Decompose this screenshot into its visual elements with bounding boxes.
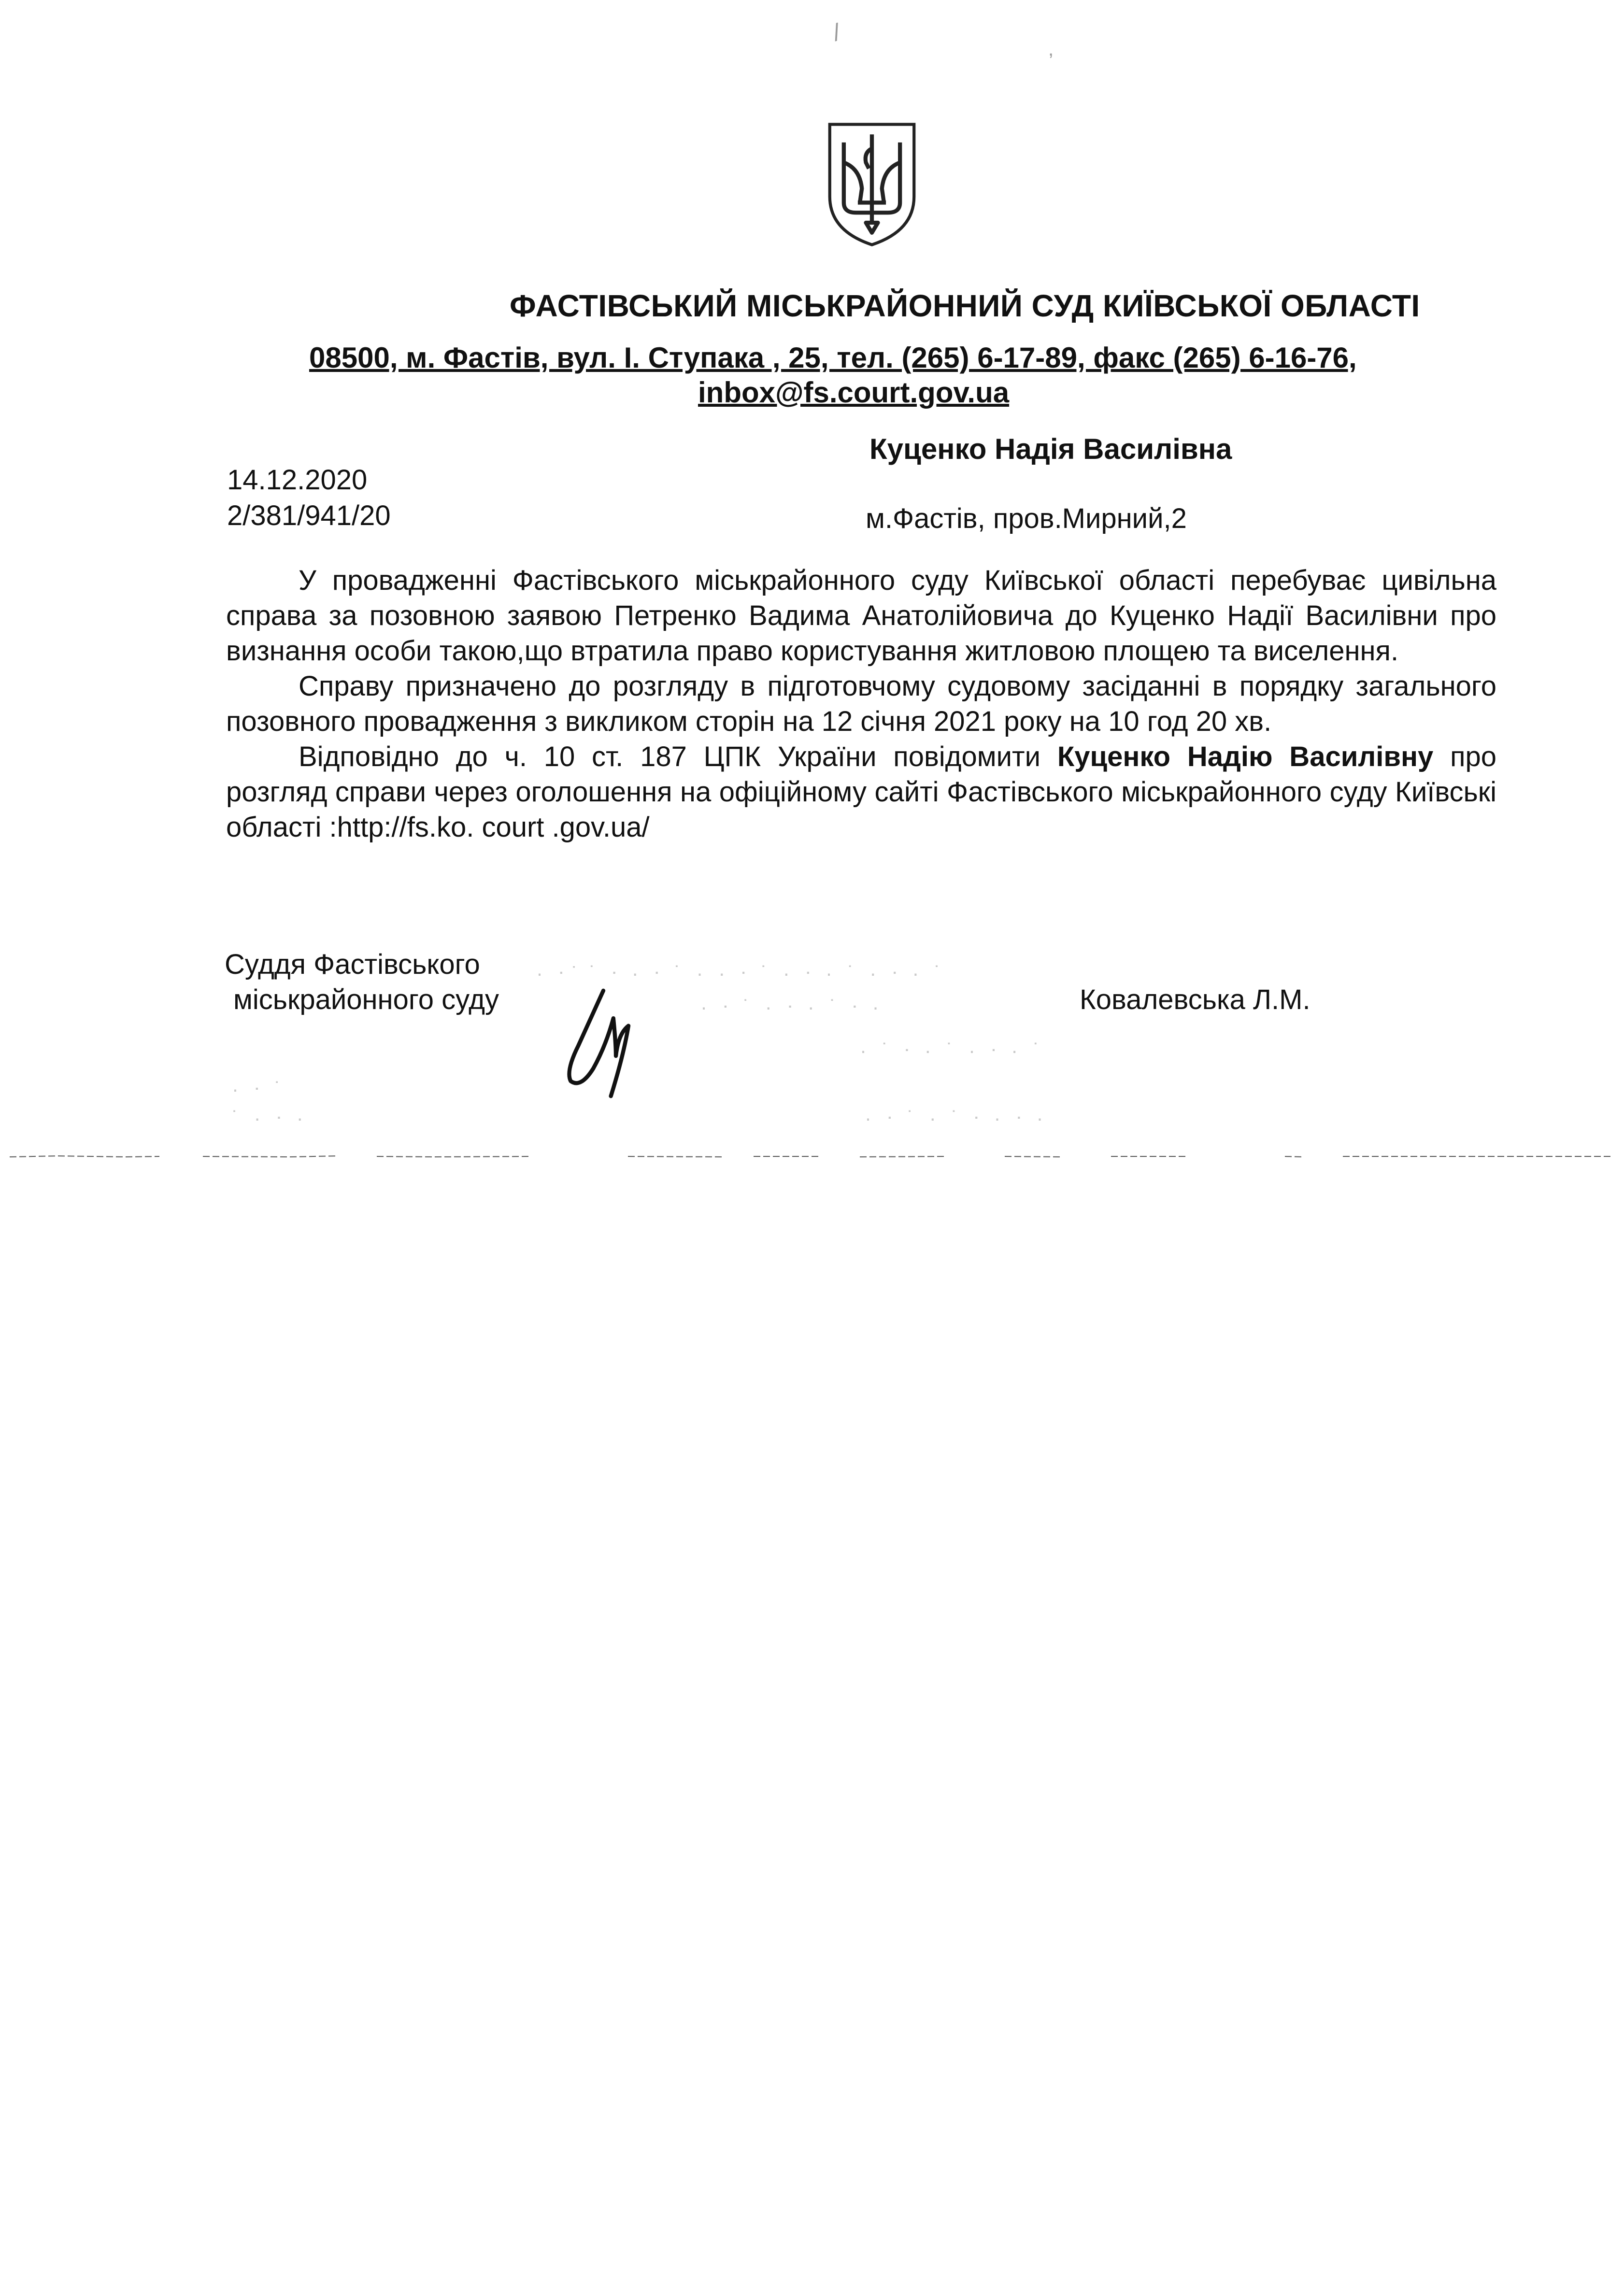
body-paragraph-3 [226, 739, 1496, 845]
letter-date: 14.12.2020 [227, 464, 368, 496]
ukraine-trident-emblem-icon [821, 118, 923, 249]
recipient-name: Куценко Надія Василівна [869, 433, 1232, 465]
judge-title-line-1: Суддя Фастівського [225, 949, 480, 980]
court-email: inbox@fs.court.gov.ua [698, 376, 1010, 409]
recipient-address: м.Фастів, пров.Мирний,2 [866, 503, 1187, 534]
bleed-through-text: · ᐧ ˙ [232, 1078, 286, 1100]
bleed-through-text: · ᐧ ˙ · ᐧ · ˙ ᐧ · [700, 996, 884, 1018]
bleed-through-text: · ᐧ ˙ · ˙ ᐧ · ᐧ · [865, 1107, 1048, 1129]
body-paragraph-2: Справу призначено до розгляду в підготовчому судовому засіданні в порядку загального позовного провадження з викликом сторін на 12 січня 2021 року на 10 год 20 хв. [226, 670, 1496, 737]
letter-reference: 2/381/941/20 [227, 500, 391, 531]
scan-edge-line [0, 1154, 1624, 1158]
court-address: 08500, м. Фастів, вул. І. Ступака , 25, тел. (265) 6-17-89, факс (265) 6-16-76, [309, 342, 1357, 374]
scan-speck: / [830, 18, 843, 46]
judge-name: Ковалевська Л.М. [1080, 984, 1311, 1015]
letter-body [226, 563, 1496, 845]
recipient-name-emphasis: Куценко Надію Василівну [1057, 741, 1434, 772]
bleed-through-text: · ˙ ᐧ · ˙ · ᐧ · ˙ [860, 1039, 1045, 1062]
judge-title [225, 947, 499, 1017]
handwritten-signature [553, 981, 679, 1106]
body-paragraph-1: У провадженні Фастівського міськрайонного суду Київської області перебуває цивільна справа за позовною заявою Петренко Вадима Анатолійовича до Куценко Надії Василівни про визнання особи такою,що втратила право користування житловою площею та виселення. [226, 565, 1496, 667]
bleed-through-text: ˙ · ᐧ · [232, 1107, 308, 1129]
court-name: ФАСТІВСЬКИЙ МІСЬКРАЙОННИЙ СУД КИЇВСЬКОЇ ОБЛАСТІ [510, 288, 1420, 323]
body-paragraph-3-text-end: про розгляд справи через оголошення на офіційному сайті Фастівського міськрайонного суду Київські області :http://fs.ko. court .gov.ua/ [226, 741, 1496, 843]
scan-speck: , [1048, 39, 1054, 60]
body-paragraph-3-text: Відповідно до ч. 10 ст. 187 ЦПК України повідомити [299, 741, 1057, 772]
bleed-through-text: · ᐧ ̇ ˙ ᐧ · ᐧ ˙ · · ᐧ ˙ · ᐧ · ˙ · ᐧ · ˙ [536, 962, 946, 984]
judge-title-line-2: міськрайонного суду [233, 984, 499, 1015]
